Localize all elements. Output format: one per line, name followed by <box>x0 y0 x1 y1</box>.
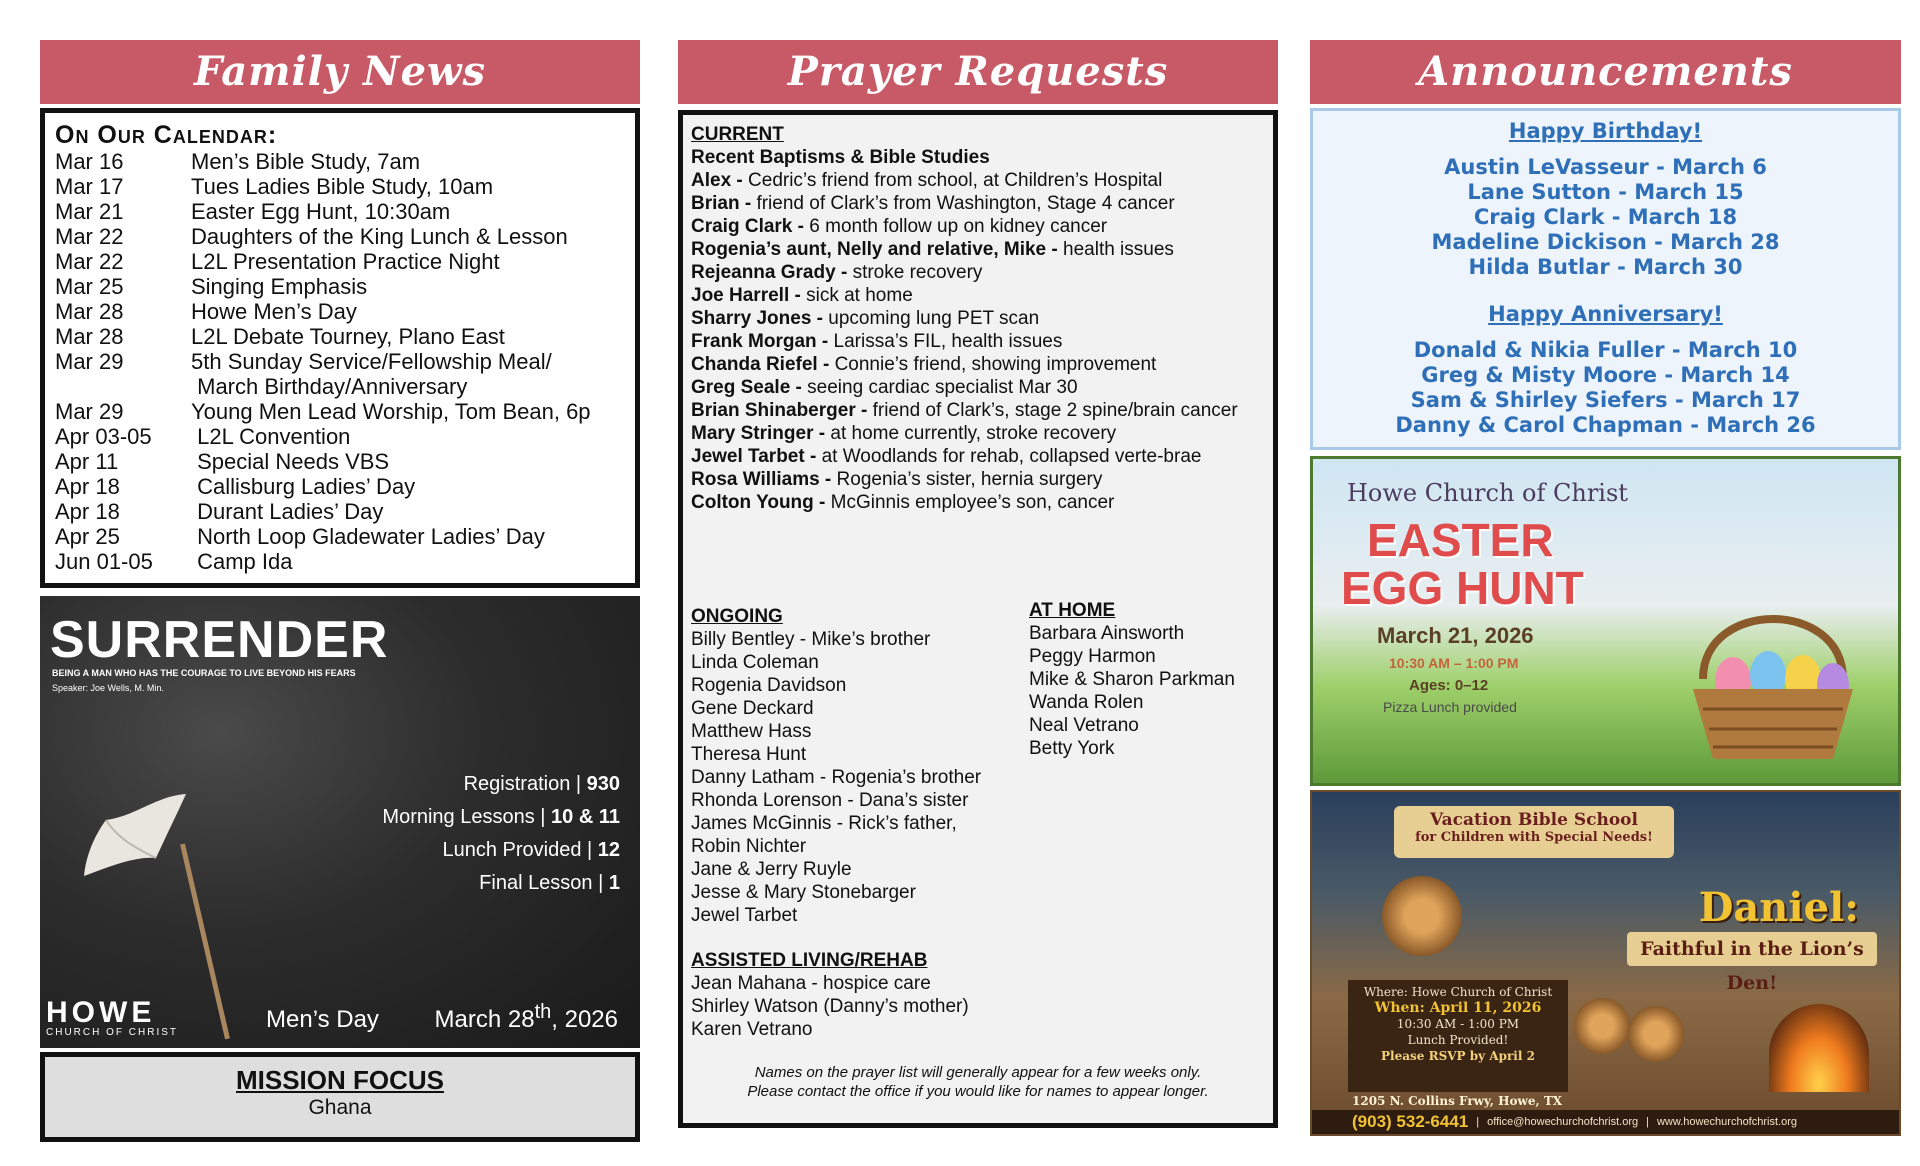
calendar-event: Tues Ladies Bible Study, 10am <box>191 174 494 199</box>
prayer-item <box>691 284 1265 307</box>
prayer-name: Rejeanna Grady - <box>691 262 853 283</box>
assisted-item: Shirley Watson (Danny’s mother) <box>691 996 969 1017</box>
ongoing-item: Rogenia Davidson <box>691 675 847 696</box>
calendar-date: Mar 22 <box>55 224 124 249</box>
calendar-row <box>55 449 625 474</box>
calendar-date: Apr 18 <box>55 499 120 524</box>
family-news-banner: Family News <box>40 40 640 104</box>
schedule-line: Lunch Provided | 12 <box>442 839 620 861</box>
calendar-date: Mar 29 <box>55 399 124 424</box>
calendar-date: Mar 28 <box>55 299 124 324</box>
poster-subtitle: BEING A MAN WHO HAS THE COURAGE TO LIVE BEYOND HIS FEARS <box>52 668 356 678</box>
birthday-item: Hilda Butlar - March 30 <box>1468 255 1743 279</box>
calendar-row <box>55 174 625 199</box>
calendar-row <box>55 324 625 349</box>
home-heading: AT HOME <box>1029 600 1116 621</box>
calendar-row <box>55 474 625 499</box>
prayer-banner: Prayer Requests <box>678 40 1278 104</box>
vbs-line1: Vacation Bible School <box>1430 810 1638 830</box>
assisted-heading: ASSISTED LIVING/REHAB <box>691 950 928 971</box>
prayer-name: Mary Stringer - <box>691 423 831 444</box>
prayer-note: at home currently, stroke recovery <box>830 423 1117 444</box>
calendar-event: L2L Presentation Practice Night <box>191 249 500 274</box>
calendar-row <box>55 224 625 249</box>
ongoing-item: Jane & Jerry Ruyle <box>691 859 852 880</box>
poster-title: SURRENDER <box>50 611 389 669</box>
ongoing-heading: ONGOING <box>691 606 783 627</box>
calendar-event: Camp Ida <box>191 549 293 574</box>
anniversary-item: Sam & Shirley Siefers - March 17 <box>1410 388 1801 412</box>
vbs-footer: (903) 532-6441 | office@howechurchofchrist.org | www.howechurchofchrist.org <box>1312 1110 1899 1134</box>
prayer-note: seeing cardiac specialist Mar 30 <box>807 377 1078 398</box>
easter-title-line1: EASTER <box>1367 514 1554 566</box>
prayer-note: Connie’s friend, showing improvement <box>834 354 1157 375</box>
prayer-name: Jewel Tarbet - <box>691 446 822 467</box>
home-item: Wanda Rolen <box>1029 692 1144 713</box>
easter-church: Howe Church of Christ <box>1347 479 1628 507</box>
vbs-flyer <box>1310 790 1901 1136</box>
calendar-event: Young Men Lead Worship, Tom Bean, 6p <box>191 399 591 424</box>
calendar-event: Special Needs VBS <box>191 449 390 474</box>
prayer-name: Colton Young - <box>691 492 831 513</box>
easter-ages: Ages: 0–12 <box>1409 677 1489 694</box>
calendar-event: North Loop Gladewater Ladies’ Day <box>191 524 545 549</box>
calendar-row <box>55 349 625 374</box>
calendar-row <box>55 249 625 274</box>
egg-basket-icon <box>1673 589 1873 769</box>
calendar-box <box>40 108 640 588</box>
calendar-date <box>55 374 191 399</box>
vbs-subtitle: Faithful in the Lion’s Den! <box>1627 932 1877 966</box>
mission-title: MISSION FOCUS <box>235 1065 444 1095</box>
vbs-address: 1205 N. Collins Frwy, Howe, TX <box>1352 1094 1563 1108</box>
furnace-fire-icon <box>1769 1004 1869 1092</box>
prayer-item <box>691 192 1265 215</box>
ongoing-item: Rhonda Lorenson - Dana’s sister <box>691 790 969 811</box>
calendar-date: Apr 11 <box>55 449 119 474</box>
home-column <box>1029 599 1265 1041</box>
prayer-item <box>691 307 1265 330</box>
anniversary-item: Donald & Nikia Fuller - March 10 <box>1413 338 1798 362</box>
prayer-item <box>691 353 1265 376</box>
lion-icon <box>1382 876 1462 956</box>
schedule-line: Final Lesson | 1 <box>479 872 620 894</box>
howe-logo-sub: CHURCH OF CHRIST <box>46 1027 178 1038</box>
vbs-website: www.howechurchofchrist.org <box>1656 1116 1797 1128</box>
calendar-row <box>55 199 625 224</box>
prayer-note: Rogenia’s sister, hernia surgery <box>836 469 1103 490</box>
ongoing-list <box>691 628 1029 927</box>
mission-focus <box>40 1052 640 1142</box>
prayer-name: Frank Morgan - <box>691 331 834 352</box>
calendar-row <box>55 499 625 524</box>
calendar-event: March Birthday/Anniversary <box>191 374 468 399</box>
announcements-banner: Announcements <box>1310 40 1901 104</box>
calendar-title: On Our Calendar: <box>55 121 278 149</box>
calendar-event: Singing Emphasis <box>191 274 368 299</box>
birthday-list <box>1313 155 1898 280</box>
easter-title-line2: EGG HUNT <box>1341 562 1584 614</box>
prayer-item <box>691 330 1265 353</box>
calendar-row <box>55 399 625 424</box>
calendar-date: Mar 17 <box>55 174 124 199</box>
calendar-event: Durant Ladies’ Day <box>191 499 384 524</box>
schedule-line: Morning Lessons | 10 & 11 <box>382 806 620 828</box>
mission-value: Ghana <box>308 1096 372 1119</box>
prayer-note: McGinnis employee’s son, cancer <box>830 492 1115 513</box>
ongoing-item: Matthew Hass <box>691 721 812 742</box>
birthday-item: Austin LeVasseur - March 6 <box>1444 155 1767 179</box>
calendar-date: Apr 03-05 <box>55 424 152 449</box>
vbs-title: Daniel: <box>1698 884 1859 931</box>
prayer-name: Greg Seale - <box>691 377 808 398</box>
calendar-row <box>55 374 625 399</box>
assisted-list <box>691 972 1029 1041</box>
ongoing-item: Billy Bentley - Mike’s brother <box>691 629 931 650</box>
vbs-info-box <box>1348 980 1568 1092</box>
prayer-name: Brian Shinaberger - <box>691 400 873 421</box>
prayer-note: stroke recovery <box>852 262 983 283</box>
prayer-box <box>678 110 1278 1128</box>
prayer-item <box>691 169 1265 192</box>
home-item: Betty York <box>1029 738 1115 759</box>
assisted-section <box>691 949 1029 1041</box>
calendar-date: Apr 18 <box>55 474 120 499</box>
family-news-column <box>40 40 640 1142</box>
vbs-lunch: Lunch Provided! <box>1407 1033 1509 1047</box>
prayer-note-line: Please contact the office if you would like for names to appear longer. <box>747 1083 1209 1100</box>
flag-pole <box>180 843 230 1039</box>
prayer-column <box>678 40 1278 1128</box>
ongoing-item: Jewel Tarbet <box>691 905 798 926</box>
home-item: Mike & Sharon Parkman <box>1029 669 1235 690</box>
current-heading: CURRENT <box>691 124 784 145</box>
assisted-item: Karen Vetrano <box>691 1019 813 1040</box>
birthday-item: Craig Clark - March 18 <box>1473 205 1738 229</box>
surrender-poster <box>40 596 640 1048</box>
calendar-event: Easter Egg Hunt, 10:30am <box>191 199 451 224</box>
calendar-event: Men’s Bible Study, 7am <box>191 149 421 174</box>
prayer-name: Craig Clark - <box>691 216 810 237</box>
calendar-date: Mar 29 <box>55 349 124 374</box>
prayer-item <box>691 468 1265 491</box>
prayer-name: Sharry Jones - <box>691 308 829 329</box>
prayer-name: Rosa Williams - <box>691 469 837 490</box>
calendar-date: Mar 28 <box>55 324 124 349</box>
celebrations-box <box>1310 108 1901 450</box>
mens-day-label: Men’s Day <box>266 1006 379 1033</box>
ongoing-item: James McGinnis - Rick’s father, <box>691 813 957 834</box>
birthday-heading: Happy Birthday! <box>1508 119 1703 143</box>
prayer-item <box>691 491 1265 514</box>
vbs-when: When: April 11, 2026 <box>1374 1000 1542 1016</box>
calendar-list <box>55 149 625 574</box>
prayer-two-columns <box>691 600 1265 1041</box>
vbs-phone: (903) 532-6441 <box>1352 1112 1469 1131</box>
prayer-item <box>691 445 1265 468</box>
birthday-item: Lane Sutton - March 15 <box>1467 180 1744 204</box>
anniversary-item: Greg & Misty Moore - March 14 <box>1421 363 1790 387</box>
home-item: Peggy Harmon <box>1029 646 1156 667</box>
ongoing-column <box>691 605 1029 1041</box>
current-list <box>691 169 1265 514</box>
vbs-rsvp: Please RSVP by April 2 <box>1381 1049 1535 1063</box>
calendar-event: Callisburg Ladies’ Day <box>191 474 416 499</box>
calendar-row <box>55 299 625 324</box>
calendar-date: Apr 25 <box>55 524 120 549</box>
prayer-name: Alex - <box>691 170 749 191</box>
prayer-note: 6 month follow up on kidney cancer <box>809 216 1108 237</box>
ongoing-item: Jesse & Mary Stonebarger <box>691 882 916 903</box>
anniversary-item: Danny & Carol Chapman - March 26 <box>1395 413 1816 437</box>
easter-egg-hunt-flyer <box>1310 456 1901 786</box>
easter-date: March 21, 2026 <box>1377 623 1534 648</box>
prayer-note: upcoming lung PET scan <box>828 308 1040 329</box>
calendar-event: Howe Men’s Day <box>191 299 357 324</box>
ongoing-item: Robin Nichter <box>691 836 807 857</box>
prayer-note: friend of Clark’s from Washington, Stage 4 cancer <box>756 193 1175 214</box>
prayer-item <box>691 422 1265 445</box>
vbs-email: office@howechurchofchrist.org <box>1487 1116 1639 1128</box>
calendar-event: L2L Debate Tourney, Plano East <box>191 324 505 349</box>
prayer-note: health issues <box>1063 239 1174 260</box>
prayer-note: Cedric’s friend from school, at Children’s Hospital <box>748 170 1163 191</box>
ongoing-item: Linda Coleman <box>691 652 819 673</box>
prayer-item <box>691 215 1265 238</box>
prayer-item <box>691 238 1265 261</box>
prayer-name: Rogenia’s aunt, Nelly and relative, Mike - <box>691 239 1064 260</box>
calendar-date: Jun 01-05 <box>55 549 153 574</box>
calendar-row <box>55 274 625 299</box>
prayer-name: Joe Harrell - <box>691 285 807 306</box>
calendar-event: L2L Convention <box>191 424 351 449</box>
vbs-where: Where: Howe Church of Christ <box>1363 985 1553 999</box>
calendar-date: Mar 21 <box>55 199 124 224</box>
anniversary-list <box>1313 338 1898 438</box>
prayer-note: sick at home <box>806 285 913 306</box>
home-item: Neal Vetrano <box>1029 715 1139 736</box>
lion-icon <box>1628 1006 1684 1062</box>
vbs-scroll <box>1394 806 1674 858</box>
poster-schedule <box>382 768 620 900</box>
prayer-name: Brian - <box>691 193 757 214</box>
calendar-date: Mar 22 <box>55 249 124 274</box>
calendar-event: 5th Sunday Service/Fellowship Meal/ <box>191 349 552 374</box>
prayer-item <box>691 376 1265 399</box>
announcements-column <box>1310 40 1901 1136</box>
schedule-line: Registration | 930 <box>463 773 620 795</box>
calendar-event: Daughters of the King Lunch & Lesson <box>191 224 568 249</box>
prayer-note-line: Names on the prayer list will generally appear for a few weeks only. <box>754 1064 1202 1081</box>
birthday-item: Madeline Dickison - March 28 <box>1431 230 1780 254</box>
prayer-note: Larissa’s FIL, health issues <box>833 331 1063 352</box>
howe-logo: HOWE <box>46 996 156 1029</box>
recent-heading: Recent Baptisms & Bible Studies <box>691 147 990 168</box>
prayer-item <box>691 261 1265 284</box>
easter-lunch: Pizza Lunch provided <box>1383 699 1517 715</box>
prayer-item <box>691 399 1265 422</box>
home-item: Barbara Ainsworth <box>1029 623 1185 644</box>
mens-day-date: March 28th, 2026 <box>434 1001 618 1033</box>
prayer-note: friend of Clark’s, stage 2 spine/brain cancer <box>872 400 1238 421</box>
vbs-time: 10:30 AM - 1:00 PM <box>1396 1017 1520 1031</box>
vbs-line2: for Children with Special Needs! <box>1415 830 1653 845</box>
assisted-item: Jean Mahana - hospice care <box>691 973 931 994</box>
anniversary-heading: Happy Anniversary! <box>1488 302 1723 326</box>
ongoing-item: Danny Latham - Rogenia’s brother <box>691 767 982 788</box>
calendar-date: Mar 25 <box>55 274 124 299</box>
prayer-note <box>683 1063 1273 1101</box>
calendar-date: Mar 16 <box>55 149 124 174</box>
calendar-row <box>55 549 625 574</box>
prayer-note: at Woodlands for rehab, collapsed verte-brae <box>821 446 1202 467</box>
ongoing-item: Theresa Hunt <box>691 744 807 765</box>
calendar-row <box>55 524 625 549</box>
ongoing-item: Gene Deckard <box>691 698 814 719</box>
prayer-name: Chanda Riefel - <box>691 354 835 375</box>
white-flag-icon <box>76 786 196 896</box>
calendar-row <box>55 424 625 449</box>
home-list <box>1029 622 1265 760</box>
poster-speaker: Speaker: Joe Wells, M. Min. <box>52 683 164 693</box>
lion-icon <box>1574 998 1630 1054</box>
calendar-row <box>55 149 625 174</box>
easter-time: 10:30 AM – 1:00 PM <box>1389 655 1519 671</box>
